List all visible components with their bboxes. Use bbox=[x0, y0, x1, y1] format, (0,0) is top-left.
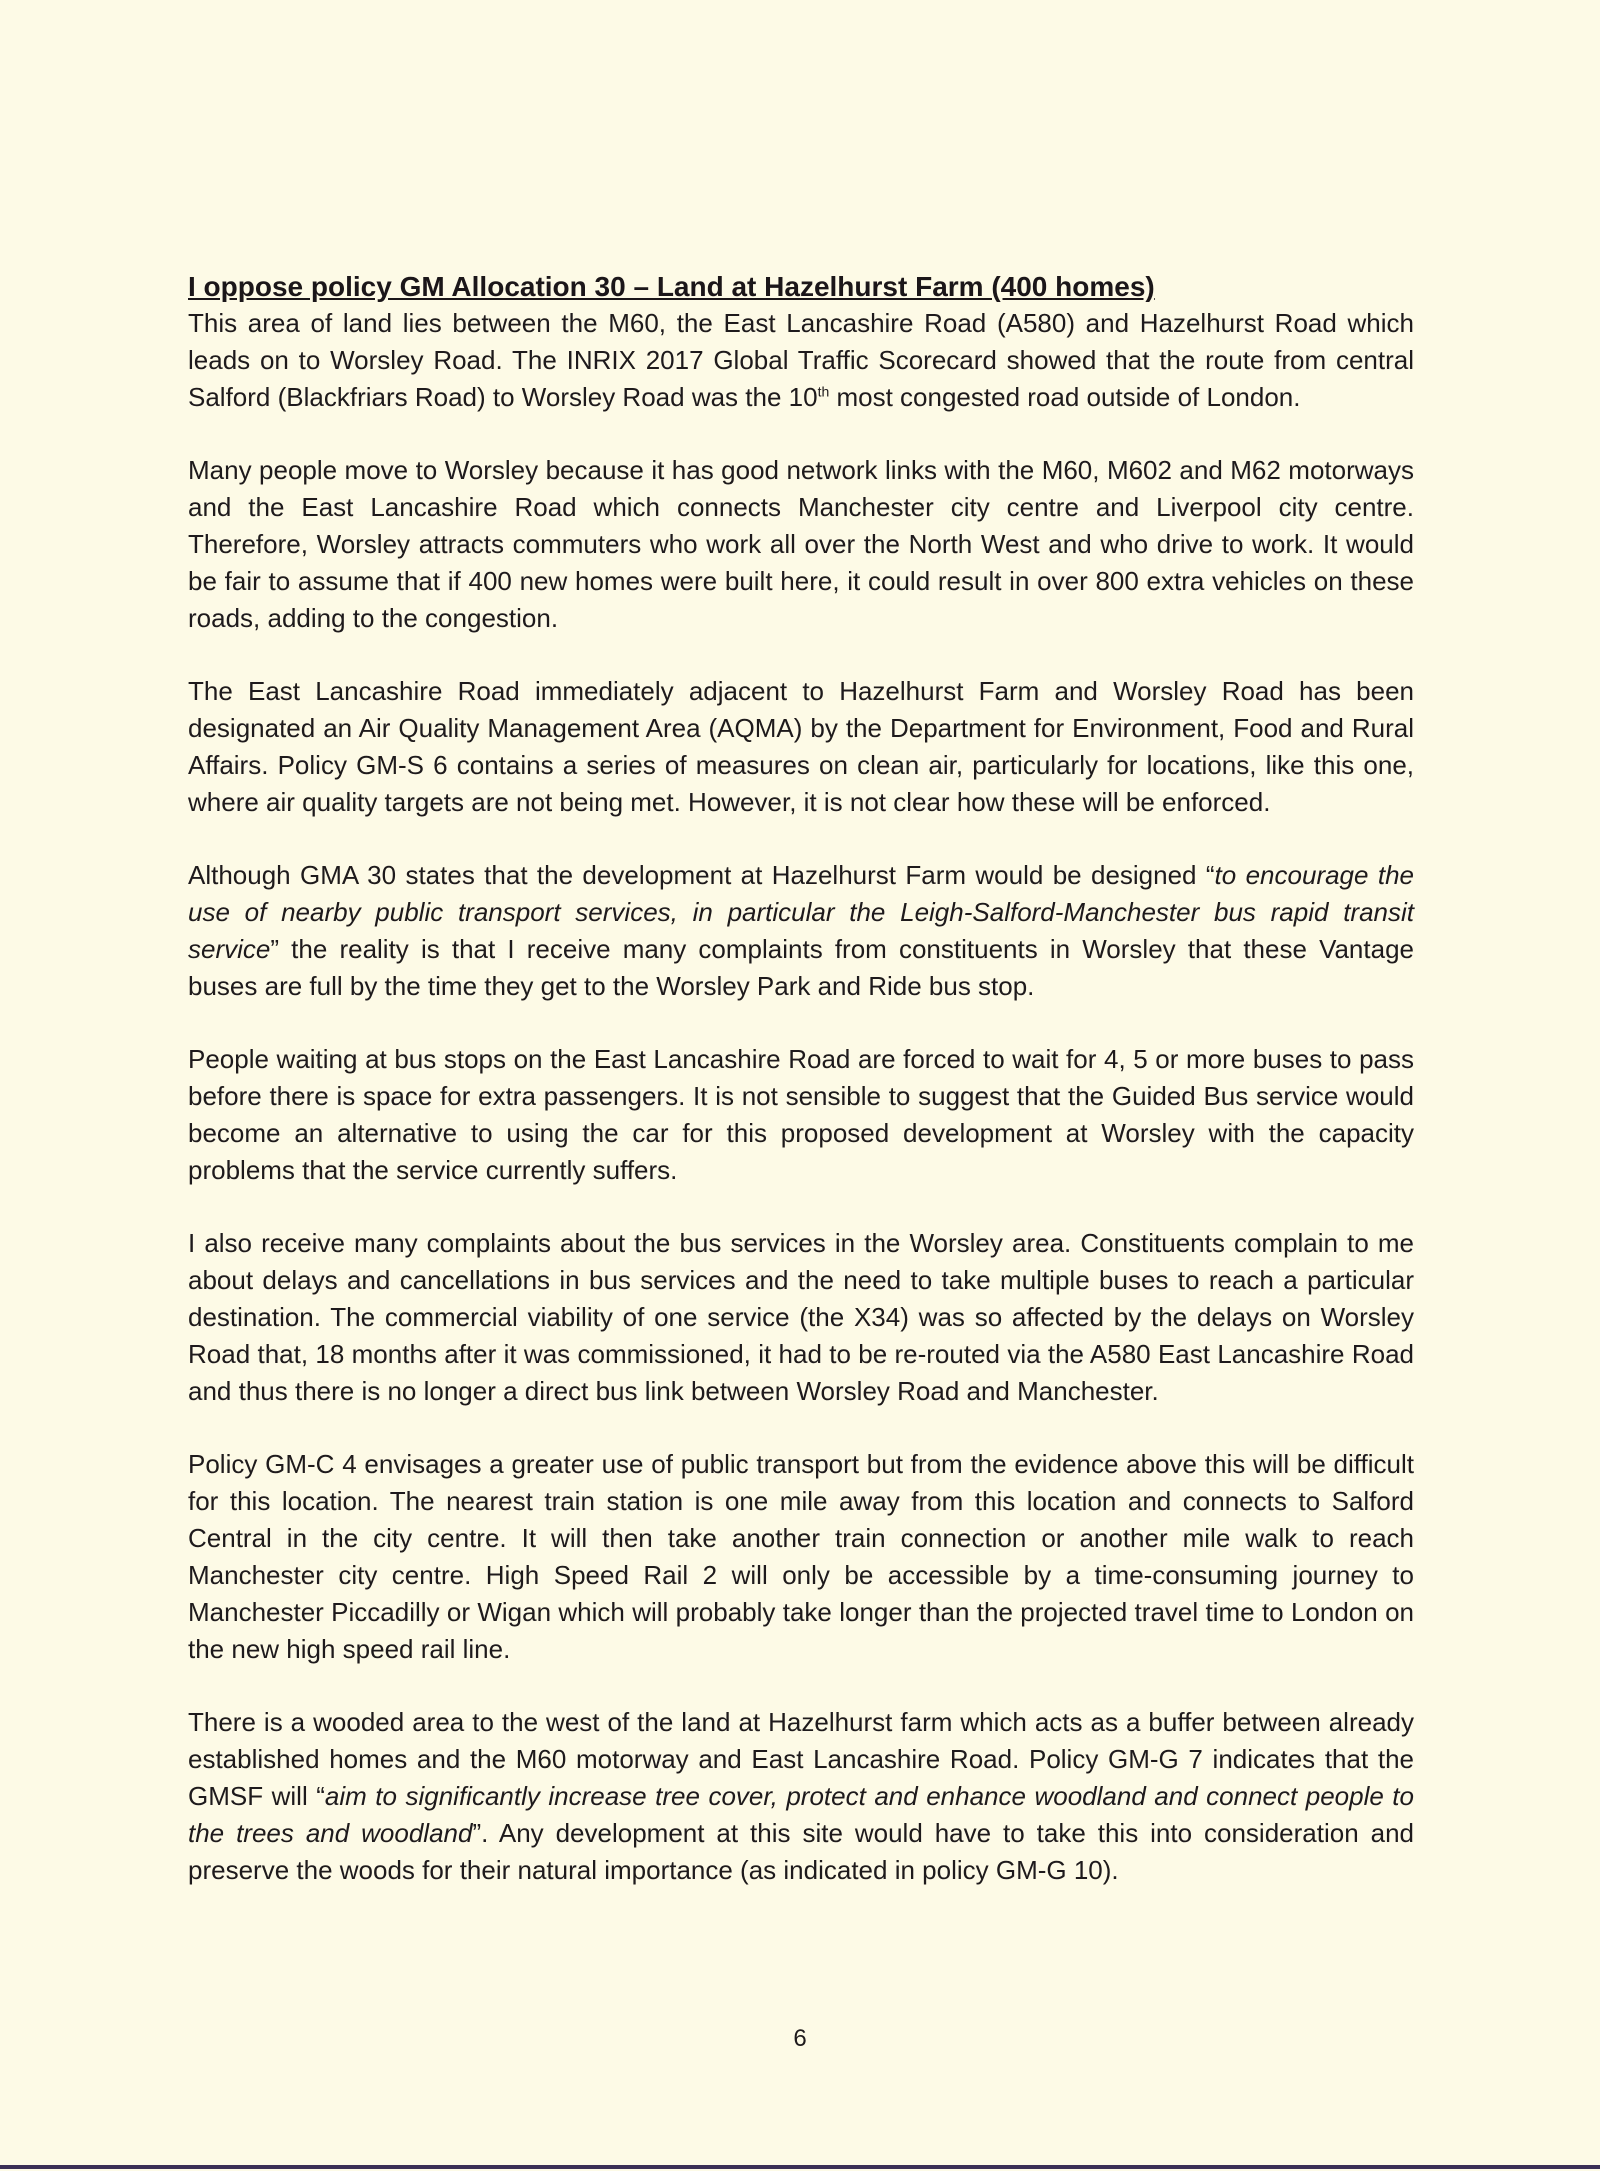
paragraph-8-quote: aim to significantly increase tree cover, protect and enhance woodland and connect people to the trees and woodland bbox=[188, 1781, 1414, 1848]
paragraph-8-text-b: ”. Any development at this site would have to take this into consideration and preserve the woods for their natural importance (as indicated in policy GM-G 10). bbox=[188, 1818, 1414, 1885]
paragraph-4-quote: to encourage the use of nearby public transport services, in particular the Leigh-Salford-Manchester bus rapid transit service bbox=[188, 860, 1414, 964]
paragraph-6: I also receive many complaints about the bus services in the Worsley area. Constituents complain to me about delays and cancellations in bus services and the need to take multiple buses to reach a particular destination. The commercial viability of one service (the X34) was so affected by the delays on Worsley Road that, 18 months after it was commissioned, it had to be re-routed via the A580 East Lancashire Road and thus there is no longer a direct bus link between Worsley Road and Manchester. bbox=[188, 1228, 1414, 1406]
paragraph-1-text-a: This area of land lies between the M60, the East Lancashire Road (A580) and Hazelhurst Road which leads on to Worsley Road. The INRIX 2017 Global Traffic Scorecard showed that the route from central Salford (Blackfriars Road) to Worsley Road was the 10 bbox=[188, 308, 1414, 412]
paragraph-2: Many people move to Worsley because it has good network links with the M60, M602 and M62 motorways and the East Lancashire Road which connects Manchester city centre and Liverpool city centre. Therefore, Worsley attracts commuters who work all over the North West and who drive to work. It would be fair to assume that if 400 new homes were built here, it could result in over 800 extra vehicles on these roads, adding to the congestion. bbox=[188, 455, 1414, 633]
bottom-border bbox=[0, 2165, 1600, 2169]
page-number: 6 bbox=[793, 2025, 807, 2052]
paragraph-1 bbox=[188, 305, 1414, 416]
paragraph-8 bbox=[188, 1704, 1414, 1889]
section-heading: I oppose policy GM Allocation 30 – Land at Hazelhurst Farm (400 homes) bbox=[188, 271, 1155, 302]
paragraph-4 bbox=[188, 857, 1414, 1005]
paragraph-7: Policy GM-C 4 envisages a greater use of public transport but from the evidence above this will be difficult for this location. The nearest train station is one mile away from this location and connects to Salford Central in the city centre. It will then take another train connection or another mile walk to reach Manchester city centre. High Speed Rail 2 will only be accessible by a time-consuming journey to Manchester Piccadilly or Wigan which will probably take longer than the projected travel time to London on the new high speed rail line. bbox=[188, 1449, 1414, 1664]
paragraph-1-text-b: most congested road outside of London. bbox=[829, 382, 1301, 412]
paragraph-4-text-a: Although GMA 30 states that the development at Hazelhurst Farm would be designed “ bbox=[188, 860, 1215, 890]
paragraph-5: People waiting at bus stops on the East Lancashire Road are forced to wait for 4, 5 or more buses to pass before there is space for extra passengers. It is not sensible to suggest that the Guided Bus service would become an alternative to using the car for this proposed development at Worsley with the capacity problems that the service currently suffers. bbox=[188, 1044, 1414, 1185]
paragraph-3: The East Lancashire Road immediately adjacent to Hazelhurst Farm and Worsley Road has been designated an Air Quality Management Area (AQMA) by the Department for Environment, Food and Rural Affairs. Policy GM-S 6 contains a series of measures on clean air, particularly for locations, like this one, where air quality targets are not being met. However, it is not clear how these will be enforced. bbox=[188, 676, 1414, 817]
document-body bbox=[188, 268, 1414, 1925]
ordinal-suffix: th bbox=[817, 383, 830, 400]
paragraph-8-text-a: There is a wooded area to the west of the land at Hazelhurst farm which acts as a buffer between already established homes and the M60 motorway and East Lancashire Road. Policy GM-G 7 indicates that the GMSF will “ bbox=[188, 1707, 1414, 1811]
paragraph-4-text-b: ” the reality is that I receive many complaints from constituents in Worsley that these Vantage buses are full by the time they get to the Worsley Park and Ride bus stop. bbox=[188, 934, 1414, 1001]
